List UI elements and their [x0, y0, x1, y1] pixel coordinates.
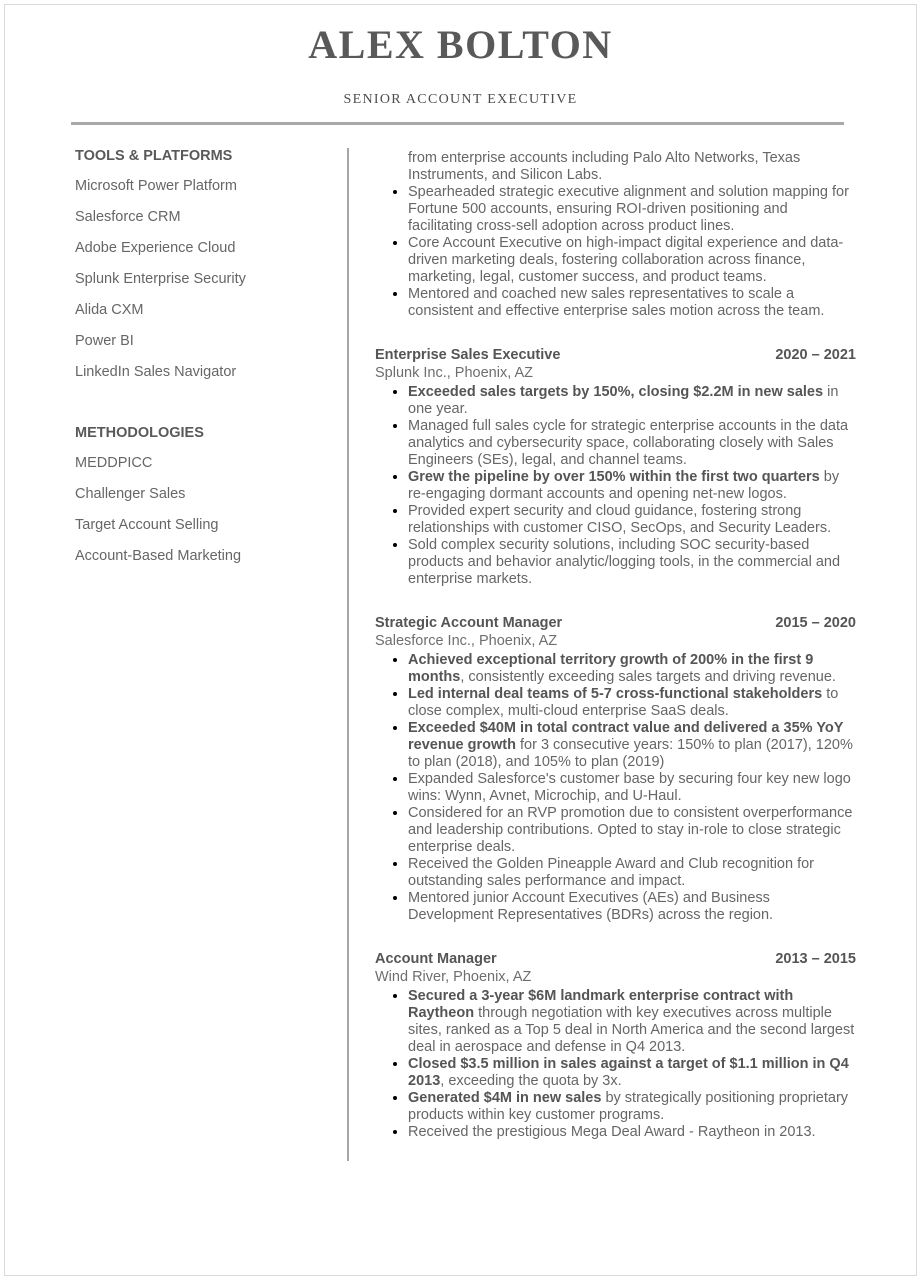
bullet-item: • Generated $4M in new sales by strategically positioning proprietary products within key customer programs. [408, 1090, 856, 1124]
bullet-item: • Managed full sales cycle for strategic enterprise accounts in the data analytics and cybersecurity space, collaborating closely with Sales Engineers (SEs), legal, and channel teams. [408, 418, 856, 469]
sidebar-item: Alida CXM [75, 302, 144, 318]
experience-title: Enterprise Sales Executive [375, 347, 561, 363]
header [5, 5, 916, 125]
bullet-list [375, 184, 856, 320]
sidebar-section [75, 148, 333, 381]
bullet-item: • Received the prestigious Mega Deal Award - Raytheon in 2013. [408, 1124, 856, 1141]
bullet-list [375, 384, 856, 588]
bullet-list [375, 652, 856, 924]
bullet-item: • Closed $3.5 million in sales against a target of $1.1 million in Q4 2013, exceeding the quota by 3x. [408, 1056, 856, 1090]
sidebar-item: Microsoft Power Platform [75, 178, 237, 194]
main-content [347, 148, 916, 1161]
bullet-item: • Achieved exceptional territory growth of 200% in the first 9 months, consistently exceeding sales targets and driving revenue. [408, 652, 856, 686]
bullet-item: • Mentored and coached new sales representatives to scale a consistent and effective enterprise sales motion across the team. [408, 286, 856, 320]
bullet-item: • Exceeded sales targets by 150%, closing $2.2M in new sales in one year. [408, 384, 856, 418]
sidebar-item: MEDDPICC [75, 455, 153, 471]
header-divider [71, 122, 844, 125]
experience-sections [375, 347, 856, 1141]
experience-company: Wind River, Phoenix, AZ [375, 969, 532, 985]
sidebar-section-heading: METHODOLOGIES [75, 425, 204, 441]
bullet-item: • Considered for an RVP promotion due to consistent overperformance and leadership contributions. Opted to stay in-role to close strategic enterprise deals. [408, 805, 856, 856]
sidebar-item: LinkedIn Sales Navigator [75, 364, 237, 380]
bullet-list [375, 988, 856, 1141]
experience-entry [375, 615, 856, 924]
bullet-bold-lead: Exceeded $40M in total contract value and delivered a 35% YoY revenue growth [408, 720, 844, 753]
experience-dates: 2015 – 2020 [775, 615, 856, 631]
experience-dates: 2020 – 2021 [775, 347, 856, 363]
bullet-bold-lead: Secured a 3-year $6M landmark enterprise contract with Raytheon [408, 988, 794, 1021]
job-title-subheading: SENIOR ACCOUNT EXECUTIVE [343, 92, 578, 107]
bullet-item: • Grew the pipeline by over 150% within the first two quarters by re-engaging dormant accounts and opening net-new logos. [408, 469, 856, 503]
experience-entry [375, 347, 856, 588]
bullet-bold-lead: Achieved exceptional territory growth of 200% in the first 9 months [408, 652, 814, 685]
experience-header [375, 951, 856, 968]
sidebar-item: Splunk Enterprise Security [75, 271, 246, 287]
bullet-item: • Secured a 3-year $6M landmark enterprise contract with Raytheon through negotiation with key executives across multiple sites, ranked as a Top 5 deal in North America and the second largest deal in aerospace and defense in Q4 2013. [408, 988, 856, 1056]
bullet-bold-lead: Grew the pipeline by over 150% within the first two quarters [408, 469, 820, 485]
experience-company: Splunk Inc., Phoenix, AZ [375, 365, 533, 381]
bullet-bold-lead: Led internal deal teams of 5-7 cross-functional stakeholders [408, 686, 823, 702]
page-title: ALEX BOLTON [308, 22, 613, 67]
bullet-item: • Core Account Executive on high-impact digital experience and data-driven marketing deals, fostering collaboration across finance, marketing, legal, customer success, and product teams. [408, 235, 856, 286]
experience-dates: 2013 – 2015 [775, 951, 856, 967]
bullet-item: • Expanded Salesforce's customer base by securing four key new logo wins: Wynn, Avnet, Microchip, and U-Haul. [408, 771, 856, 805]
bullet-item: • Sold complex security solutions, including SOC security-based products and behavior analytic/logging tools, in the commercial and enterprise markets. [408, 537, 856, 588]
sidebar-item: Challenger Sales [75, 486, 186, 502]
bullet-bold-lead: Exceeded sales targets by 150%, closing $2.2M in new sales [408, 384, 824, 400]
continuation-text: from enterprise accounts including Palo Alto Networks, Texas Instruments, and Silicon Labs. [408, 150, 801, 183]
experience-header [375, 347, 856, 364]
sidebar-item: Power BI [75, 333, 134, 349]
experience-company: Salesforce Inc., Phoenix, AZ [375, 633, 558, 649]
bullet-item: • Mentored junior Account Executives (AEs) and Business Development Representatives (BDRs) across the region. [408, 890, 856, 924]
experience-header [375, 615, 856, 632]
continuation-bullets [375, 184, 856, 320]
two-column-layout [5, 148, 916, 1161]
sidebar [5, 148, 347, 1161]
bullet-item: • Spearheaded strategic executive alignment and solution mapping for Fortune 500 accounts, ensuring ROI-driven positioning and facilitating cross-sell adoption across product lines. [408, 184, 856, 235]
bullet-item: • Led internal deal teams of 5-7 cross-functional stakeholders to close complex, multi-cloud enterprise SaaS deals. [408, 686, 856, 720]
sidebar-item: Salesforce CRM [75, 209, 181, 225]
experience-entry [375, 951, 856, 1141]
experience-title: Strategic Account Manager [375, 615, 563, 631]
bullet-item: • Provided expert security and cloud guidance, fostering strong relationships with customer CISO, SecOps, and Security Leaders. [408, 503, 856, 537]
sidebar-section-heading: TOOLS & PLATFORMS [75, 148, 233, 164]
bullet-item: • Exceeded $40M in total contract value and delivered a 35% YoY revenue growth for 3 consecutive years: 150% to plan (2017), 120% to plan (2018), and 105% to plan (2019) [408, 720, 856, 771]
sidebar-item: Target Account Selling [75, 517, 219, 533]
experience-title: Account Manager [375, 951, 497, 967]
sidebar-section [75, 425, 333, 565]
bullet-bold-lead: Generated $4M in new sales [408, 1090, 602, 1106]
sidebar-item: Account-Based Marketing [75, 548, 242, 564]
resume-page [4, 4, 917, 1276]
sidebar-item: Adobe Experience Cloud [75, 240, 236, 256]
bullet-bold-lead: Closed $3.5 million in sales against a target of $1.1 million in Q4 2013 [408, 1056, 849, 1089]
bullet-item: • Received the Golden Pineapple Award and Club recognition for outstanding sales performance and impact. [408, 856, 856, 890]
